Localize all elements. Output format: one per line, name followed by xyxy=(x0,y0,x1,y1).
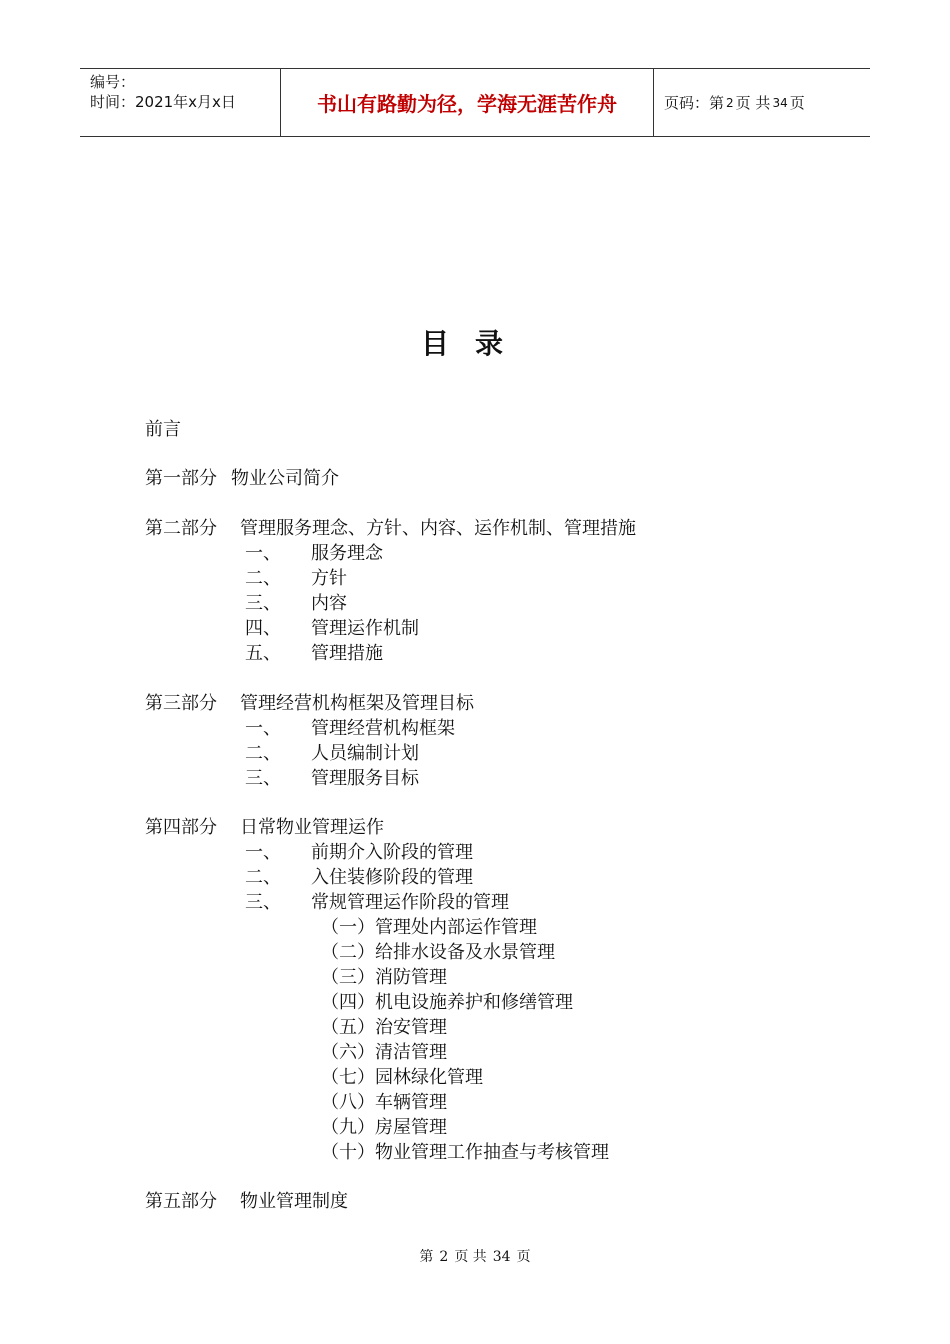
toc-item-num: 一、 xyxy=(245,718,281,739)
toc-subitem[interactable]: （三）消防管理 xyxy=(321,967,447,988)
toc-item-num: 二、 xyxy=(245,743,281,764)
toc-item[interactable]: 入住装修阶段的管理 xyxy=(311,867,473,888)
toc-item-num: 四、 xyxy=(245,618,281,639)
footer-suffix: 页 xyxy=(516,1249,531,1265)
toc-subitem[interactable]: （九）房屋管理 xyxy=(321,1117,447,1138)
toc-subitem[interactable]: （十）物业管理工作抽查与考核管理 xyxy=(321,1142,609,1163)
page-prefix: 页码：第 xyxy=(664,94,725,112)
toc-part5-title[interactable]: 物业管理制度 xyxy=(240,1191,348,1212)
footer-current: 2 xyxy=(439,1249,449,1265)
footer-mid: 页 共 xyxy=(454,1249,487,1265)
toc-item[interactable]: 内容 xyxy=(311,593,347,614)
toc-item-num: 二、 xyxy=(245,568,281,589)
toc-subitem[interactable]: （二）给排水设备及水景管理 xyxy=(321,942,555,963)
toc-part4-label: 第四部分 xyxy=(145,817,217,838)
number-label: 编号： xyxy=(90,73,136,91)
toc-part1-title[interactable]: 物业公司简介 xyxy=(231,468,339,489)
toc-item-num: 一、 xyxy=(245,842,281,863)
motto: 书山有路勤为径，学海无涯苦作舟 xyxy=(281,69,654,136)
header-table xyxy=(80,68,870,137)
toc-item[interactable]: 方针 xyxy=(311,568,347,589)
toc-item[interactable]: 管理经营机构框架 xyxy=(311,718,455,739)
header-page-info xyxy=(654,69,870,136)
date-label: 时间：2021年x月x日 xyxy=(90,93,236,111)
page-total: 34 xyxy=(772,95,788,110)
header-meta-cell xyxy=(80,69,281,136)
toc-item[interactable]: 前期介入阶段的管理 xyxy=(311,842,473,863)
page-mid: 页 共 xyxy=(735,94,771,112)
toc-subitem[interactable]: （七）园林绿化管理 xyxy=(321,1067,483,1088)
toc-item[interactable]: 人员编制计划 xyxy=(311,743,419,764)
toc-preface[interactable]: 前言 xyxy=(145,419,181,440)
toc-item-num: 五、 xyxy=(245,643,281,664)
toc-subitem[interactable]: （六）清洁管理 xyxy=(321,1042,447,1063)
page-suffix: 页 xyxy=(789,94,805,112)
toc-subitem[interactable]: （八）车辆管理 xyxy=(321,1092,447,1113)
toc-item[interactable]: 管理服务目标 xyxy=(311,768,419,789)
footer-prefix: 第 xyxy=(419,1249,434,1265)
page-footer xyxy=(0,1246,950,1266)
toc-item[interactable]: 服务理念 xyxy=(311,543,383,564)
toc-subitem[interactable]: （五）治安管理 xyxy=(321,1017,447,1038)
toc-item-num: 三、 xyxy=(245,768,281,789)
footer-total: 34 xyxy=(492,1249,511,1265)
toc-part2-title[interactable]: 管理服务理念、方针、内容、运作机制、管理措施 xyxy=(240,518,636,539)
toc-part5-label: 第五部分 xyxy=(145,1191,217,1212)
toc-item[interactable]: 常规管理运作阶段的管理 xyxy=(311,892,509,913)
toc-part3-title[interactable]: 管理经营机构框架及管理目标 xyxy=(240,693,474,714)
toc-part4-title[interactable]: 日常物业管理运作 xyxy=(240,817,384,838)
toc-item-num: 三、 xyxy=(245,593,281,614)
toc-part2-label: 第二部分 xyxy=(145,518,217,539)
toc-item[interactable]: 管理运作机制 xyxy=(311,618,419,639)
page-title: 目录 xyxy=(420,327,529,360)
toc-part3-label: 第三部分 xyxy=(145,693,217,714)
toc-item-num: 一、 xyxy=(245,543,281,564)
toc-part1-label: 第一部分 xyxy=(145,468,217,489)
toc-item-num: 三、 xyxy=(245,892,281,913)
toc-subitem[interactable]: （一）管理处内部运作管理 xyxy=(321,917,537,938)
toc-item-num: 二、 xyxy=(245,867,281,888)
toc-subitem[interactable]: （四）机电设施养护和修缮管理 xyxy=(321,992,573,1013)
page-current: 2 xyxy=(726,95,734,110)
toc-item[interactable]: 管理措施 xyxy=(311,643,383,664)
